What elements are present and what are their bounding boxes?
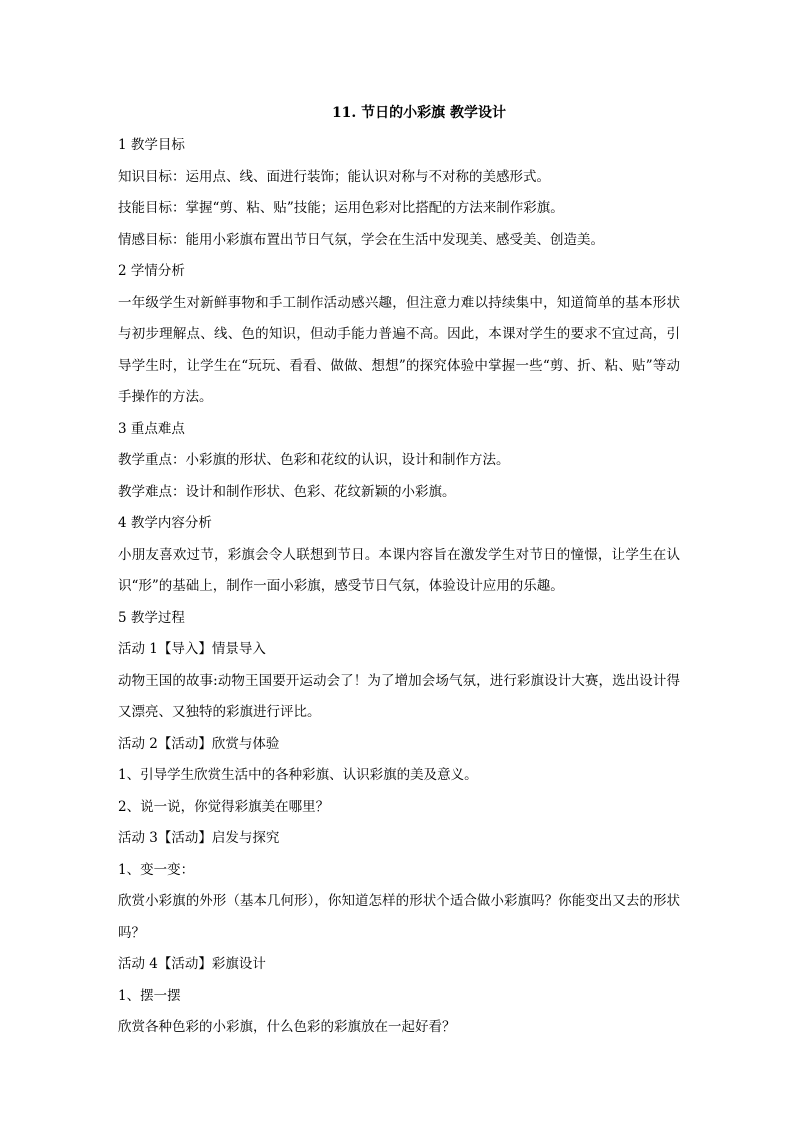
activity-1-body: 动物王国的故事:动物王国要开运动会了！为了增加会场气氛，进行彩旗设计大赛，选出设计得又漂亮、又独特的彩旗进行评比。	[118, 672, 680, 720]
activity-3-heading: 活动 3【活动】启发与探究	[118, 830, 280, 846]
activity-4-item-1: 1、摆一摆	[118, 987, 181, 1004]
document-page	[118, 98, 680, 1044]
skill-goal: 技能目标：掌握“剪、粘、贴”技能；运用色彩对比搭配的方法来制作彩旗。	[118, 200, 564, 216]
section-heading-4: 4 教学内容分析	[118, 515, 212, 531]
content-analysis: 小朋友喜欢过节，彩旗会令人联想到节日。本课内容旨在激发学生对节日的憧憬，让学生在认识“形”的基础上，制作一面小彩旗，感受节日气氛，体验设计应用的乐趣。	[118, 546, 680, 594]
activity-4-body: 欣赏各种色彩的小彩旗，什么色彩的彩旗放在一起好看？	[118, 1019, 456, 1035]
activity-3-body: 欣赏小彩旗的外形（基本几何形），你知道怎样的形状个适合做小彩旗吗？你能变出又去的形状吗？	[118, 893, 680, 941]
teaching-difficulty: 教学难点：设计和制作形状、色彩、花纹新颖的小彩旗。	[118, 483, 456, 500]
teaching-focus: 教学重点：小彩旗的形状、色彩和花纹的认识，设计和制作方法。	[118, 452, 510, 468]
knowledge-goal: 知识目标：运用点、线、面进行装饰；能认识对称与不对称的美感形式。	[118, 168, 550, 185]
section-heading-3: 3 重点难点	[118, 420, 185, 437]
activity-3-item-1: 1、变一变：	[118, 861, 195, 878]
emotion-goal: 情感目标：能用小彩旗布置出节日气氛，学会在生活中发现美、感受美、创造美。	[118, 231, 604, 248]
document-title: 11. 节日的小彩旗 教学设计	[331, 105, 507, 121]
activity-2-item-2: 2、说一说，你觉得彩旗美在哪里？	[118, 798, 330, 815]
activity-1-heading: 活动 1【导入】情景导入	[118, 641, 266, 657]
section-heading-5: 5 教学过程	[118, 609, 185, 626]
document-body	[118, 130, 680, 1044]
activity-2-item-1: 1、引导学生欣赏生活中的各种彩旗、认识彩旗的美及意义。	[118, 767, 478, 783]
student-analysis: 一年级学生对新鲜事物和手工制作活动感兴趣，但注意力难以持续集中，知道简单的基本形状与初步理解点、线、色的知识，但动手能力普遍不高。因此，本课对学生的要求不宜过高，引导学生时，让学生在“玩玩、看看、做做、想想”的探究体验中掌握一些“剪、折、粘、贴”等动手操作的方法。	[118, 294, 680, 405]
section-heading-2: 2 学情分析	[118, 263, 185, 279]
activity-2-heading: 活动 2【活动】欣赏与体验	[118, 735, 280, 752]
section-heading-1: 1 教学目标	[118, 137, 185, 153]
activity-4-heading: 活动 4【活动】彩旗设计	[118, 956, 266, 972]
